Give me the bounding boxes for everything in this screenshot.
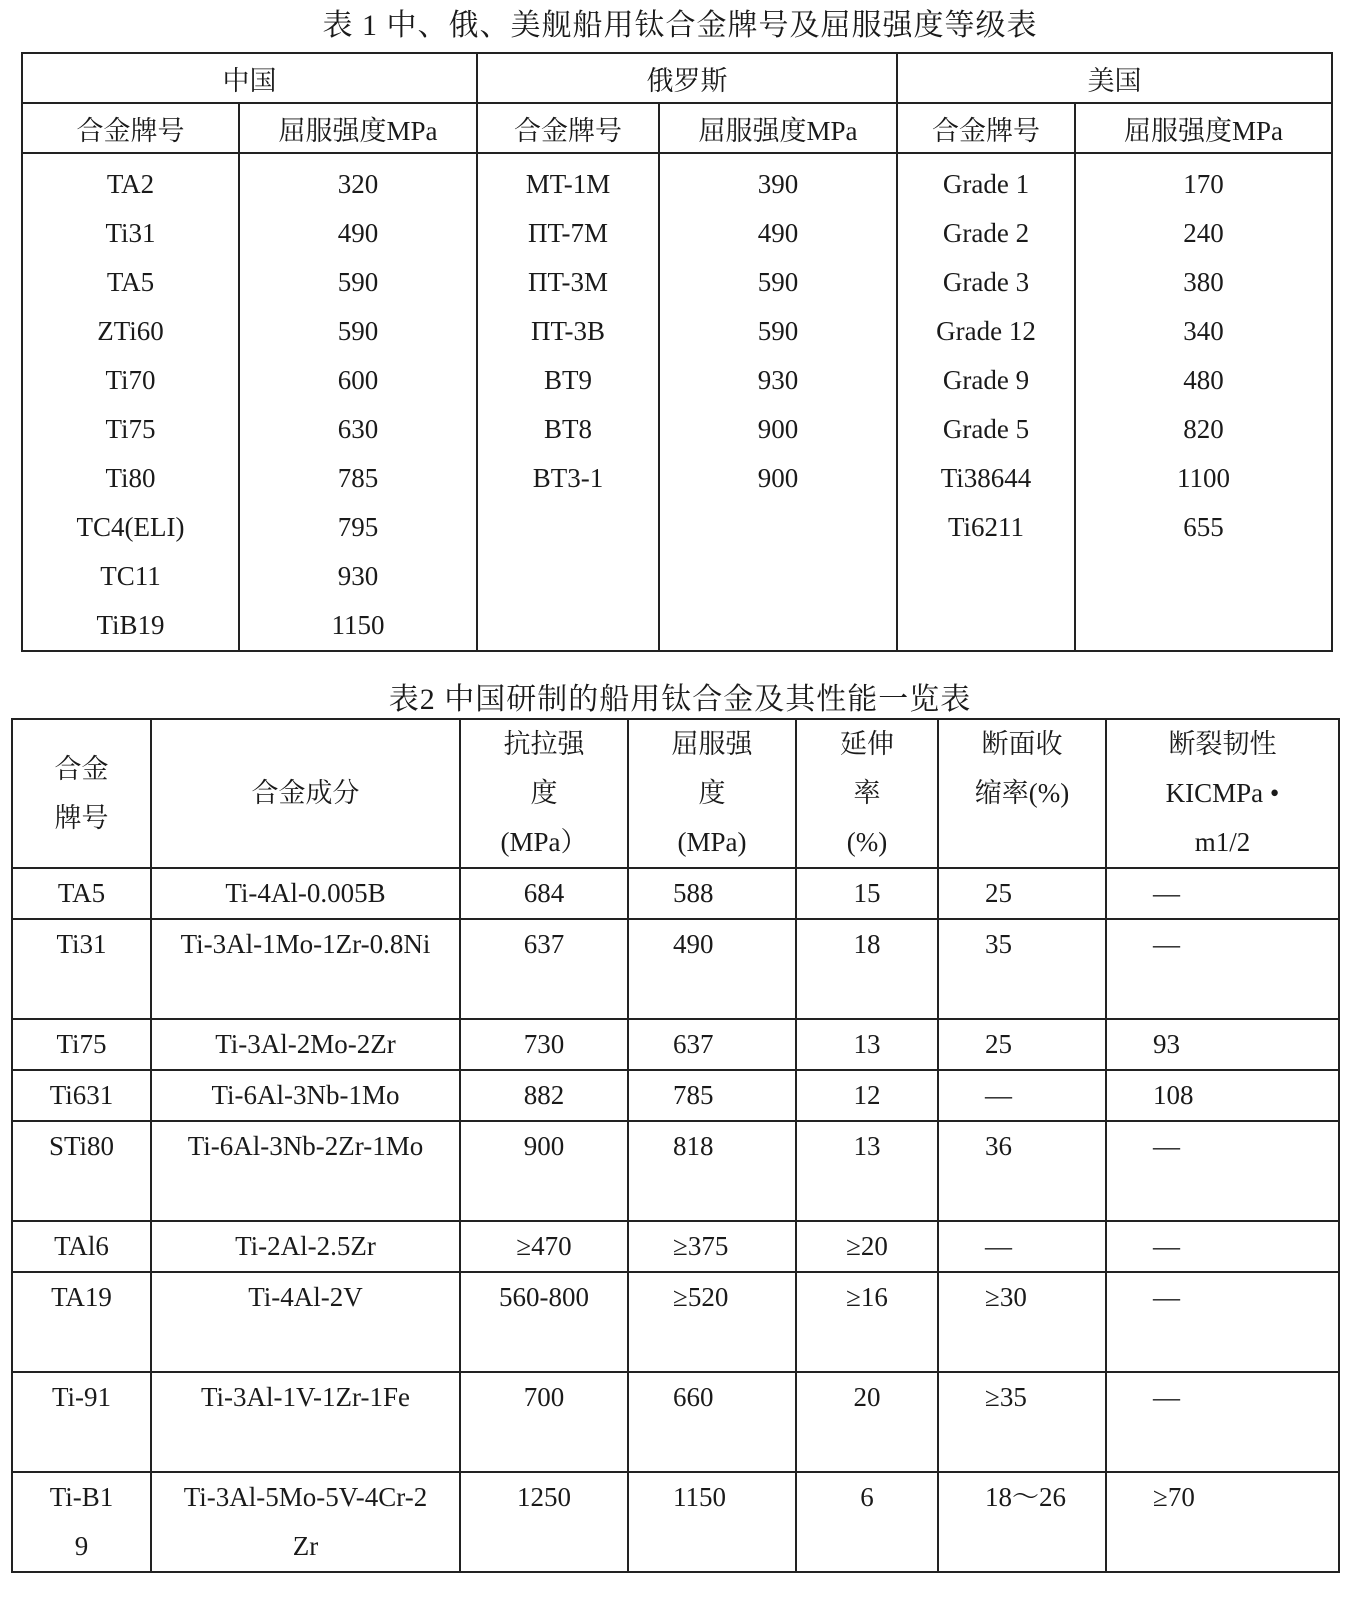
composition-value: Ti-4Al-0.005B [225,878,386,908]
reduction-value: 25 [985,1029,1012,1059]
yield-value-cell: 600 [337,365,379,395]
alloy-grade-cell: ΠT-7M [527,218,608,248]
yield-value-cell: 630 [337,414,379,444]
tensile-value: 730 [523,1029,565,1059]
header-line: 合金 [54,753,109,784]
alloy-value: Ti75 [56,1029,107,1059]
elongation-value: 6 [860,1482,874,1512]
alloy-grade-cell: BT8 [543,414,592,444]
toughness-cell [1106,1272,1339,1372]
reduction-cell [938,1019,1106,1070]
tensile-value: 1250 [517,1482,571,1512]
elongation-cell [796,919,938,1019]
composition-cell [151,1272,460,1372]
alloy-grade-cell: TC11 [100,561,161,591]
alloy-cell [12,1272,151,1372]
tensile-value: 882 [523,1080,565,1110]
alloy-grade-cell: ZTi60 [97,316,164,346]
alloy-grade-cell: Ti80 [105,463,156,493]
reduction-value: — [985,1231,1012,1261]
yield-value: 588 [673,878,714,908]
composition-cell [151,1221,460,1272]
alloy-value: TA19 [51,1282,112,1312]
yield-value-cell: 490 [757,218,799,248]
table-row [12,1221,1339,1272]
usa-alloy-list [897,153,1075,651]
alloy-grade-cell: Grade 9 [942,365,1030,395]
toughness-value: ≥70 [1153,1482,1195,1512]
yield-value: 637 [673,1029,714,1059]
alloy-cell [12,1372,151,1472]
alloy-value: Ti631 [49,1080,114,1110]
alloy-grade-cell: Grade 3 [942,267,1030,297]
russia-alloy-list [477,153,659,651]
header-composition: 合金成分 [151,719,460,868]
tensile-value: 560-800 [499,1282,589,1312]
toughness-value: — [1153,878,1180,908]
alloy-grade-cell: TA2 [106,169,155,199]
table-row [12,1070,1339,1121]
col-header-yield: 屈服强度MPa [239,103,477,153]
alloy-cell [12,1472,151,1572]
elongation-cell [796,1372,938,1472]
col-header-yield: 屈服强度MPa [1075,103,1332,153]
yield-value: ≥520 [673,1282,729,1312]
reduction-cell [938,868,1106,919]
yield-value-cell: 590 [337,267,379,297]
header-alloy [12,719,151,868]
composition-value: Ti-3Al-1V-1Zr-1Fe [201,1382,410,1412]
toughness-cell [1106,1221,1339,1272]
table2-alloy-properties [11,718,1340,1573]
yield-value-cell: 590 [757,267,799,297]
russia-yield-list [659,153,897,651]
toughness-cell [1106,1019,1339,1070]
table-row [12,1472,1339,1572]
table1-yield-strength [21,52,1333,652]
header-line: 率 [853,778,881,808]
alloy-grade-cell: Ti38644 [940,463,1032,493]
col-header-alloy: 合金牌号 [477,103,659,153]
table-row [12,868,1339,919]
header-reduction [938,719,1106,868]
yield-cell [628,1121,796,1221]
alloy-grade-cell: Grade 12 [936,316,1036,346]
table-row [12,1372,1339,1472]
elongation-value: ≥16 [846,1282,888,1312]
yield-value-cell: 1150 [331,610,385,640]
yield-cell [628,1221,796,1272]
elongation-cell [796,1472,938,1572]
alloy-grade-cell: Grade 2 [942,218,1030,248]
composition-cell [151,1472,460,1572]
elongation-cell [796,868,938,919]
toughness-value: — [1153,929,1180,959]
toughness-value: 93 [1153,1029,1180,1059]
composition-cell [151,868,460,919]
reduction-value: 25 [985,878,1012,908]
toughness-value: — [1153,1131,1180,1161]
reduction-value: ≥30 [985,1282,1027,1312]
country-header-russia: 俄罗斯 [477,53,897,103]
yield-value-cell: 930 [757,365,799,395]
tensile-value: 684 [523,878,565,908]
alloy-grade-cell: TA5 [106,267,155,297]
alloy-cell [12,919,151,1019]
toughness-value: — [1153,1231,1180,1261]
header-line: (MPa) [677,827,747,857]
elongation-value: ≥20 [846,1231,888,1261]
yield-value-cell: 900 [757,414,799,444]
col-header-alloy: 合金牌号 [22,103,239,153]
table-row [12,1121,1339,1221]
yield-value-cell: 590 [337,316,379,346]
reduction-value: — [985,1080,1012,1110]
reduction-value: ≥35 [985,1382,1027,1412]
tensile-cell [460,1221,628,1272]
elongation-value: 12 [853,1080,881,1110]
yield-value-cell: 820 [1183,414,1224,444]
alloy-grade-cell: Ti6211 [947,512,1025,542]
yield-cell [628,1372,796,1472]
alloy-cell [12,1221,151,1272]
toughness-cell [1106,1070,1339,1121]
header-line: 延伸 [840,729,894,759]
alloy-grade-cell: BT9 [543,365,592,395]
yield-cell [628,1272,796,1372]
composition-value: Ti-3Al-2Mo-2Zr [215,1029,396,1059]
composition-value: Ti-6Al-3Nb-1Mo [211,1080,400,1110]
toughness-value: — [1153,1282,1180,1312]
alloy-grade-cell: Grade 5 [942,414,1030,444]
yield-value-cell: 480 [1183,365,1224,395]
elongation-cell [796,1121,938,1221]
yield-cell [628,868,796,919]
yield-value-cell: 390 [757,169,799,199]
yield-cell [628,1070,796,1121]
alloy-grade-cell: TiB19 [96,610,165,640]
yield-value: 660 [673,1382,714,1412]
alloy-value: TAl6 [54,1231,109,1261]
alloy-grade-cell: Grade 1 [942,169,1030,199]
table-row [12,919,1339,1019]
header-line: 度 [530,778,558,808]
elongation-cell [796,1272,938,1372]
col-header-alloy: 合金牌号 [897,103,1075,153]
composition-cell [151,1121,460,1221]
header-line: 度 [698,778,726,808]
toughness-cell [1106,1372,1339,1472]
elongation-value: 13 [853,1029,881,1059]
alloy-value: Ti-91 [51,1382,112,1412]
tensile-value: ≥470 [516,1231,572,1261]
alloy-grade-cell: Ti75 [105,414,156,444]
table1-caption: 表 1 中、俄、美舰船用钛合金牌号及屈服强度等级表 [322,9,1038,42]
table-row [12,1019,1339,1070]
reduction-value: 36 [985,1131,1012,1161]
elongation-value: 13 [853,1131,881,1161]
elongation-cell [796,1221,938,1272]
header-line: 缩率(%) [974,778,1070,808]
toughness-cell [1106,1472,1339,1572]
alloy-cell [12,1070,151,1121]
tensile-value: 637 [523,929,565,959]
elongation-cell [796,1070,938,1121]
yield-value-cell: 785 [337,463,379,493]
usa-yield-list [1075,153,1332,651]
tensile-cell [460,1272,628,1372]
header-line: KICMPa • [1165,778,1280,808]
tensile-cell [460,868,628,919]
alloy-grade-cell: ΠT-3B [530,316,605,346]
toughness-value: — [1153,1382,1180,1412]
yield-cell [628,919,796,1019]
table2-caption: 表2 中国研制的船用钛合金及其性能一览表 [388,683,972,716]
tensile-value: 900 [523,1131,565,1161]
header-line: (%) [846,827,888,857]
alloy-value: Ti-B19 [49,1482,114,1561]
elongation-cell [796,1019,938,1070]
alloy-cell [12,1121,151,1221]
header-line: 断面收 [981,729,1063,759]
composition-value: Ti-2Al-2.5Zr [235,1231,376,1261]
header-line: 牌号 [54,802,109,833]
yield-value-cell: 170 [1183,169,1224,199]
elongation-value: 20 [853,1382,881,1412]
reduction-cell [938,1472,1106,1572]
header-line: (MPa） [500,827,588,857]
yield-value-cell: 380 [1183,267,1224,297]
col-header-yield: 屈服强度MPa [659,103,897,153]
tensile-cell [460,1121,628,1221]
yield-value-cell: 240 [1183,218,1224,248]
yield-value-cell: 490 [337,218,379,248]
reduction-cell [938,1121,1106,1221]
alloy-grade-cell: Ti70 [105,365,156,395]
alloy-cell [12,1019,151,1070]
reduction-value: 35 [985,929,1012,959]
yield-cell [628,1019,796,1070]
header-yield [628,719,796,868]
alloy-value: Ti31 [56,929,107,959]
toughness-cell [1106,868,1339,919]
elongation-value: 18 [853,929,881,959]
yield-value-cell: 320 [337,169,379,199]
yield-value-cell: 590 [757,316,799,346]
alloy-grade-cell: TC4(ELI) [76,512,185,542]
reduction-cell [938,1272,1106,1372]
alloy-grade-cell: MT-1M [525,169,611,199]
china-alloy-list [22,153,239,651]
alloy-grade-cell: BT3-1 [532,463,604,493]
toughness-cell [1106,919,1339,1019]
country-header-usa: 美国 [897,53,1332,103]
composition-value: Ti-6Al-3Nb-2Zr-1Mo [187,1131,424,1161]
yield-value-cell: 340 [1183,316,1224,346]
yield-value-cell: 1100 [1177,463,1230,493]
yield-value: 785 [673,1080,714,1110]
yield-value: 818 [673,1131,714,1161]
composition-value: Ti-3Al-1Mo-1Zr-0.8Ni [180,929,431,959]
reduction-cell [938,1221,1106,1272]
header-line: 断裂韧性 [1168,729,1277,759]
composition-cell [151,1070,460,1121]
reduction-cell [938,1372,1106,1472]
yield-value-cell: 900 [757,463,799,493]
tensile-cell [460,1372,628,1472]
toughness-value: 108 [1153,1080,1194,1110]
tensile-cell [460,1070,628,1121]
composition-value: Ti-4Al-2V [248,1282,363,1312]
tensile-value: 700 [523,1382,565,1412]
alloy-grade-cell: ΠT-3M [527,267,608,297]
yield-value-cell: 930 [337,561,379,591]
reduction-value: 18～26 [985,1482,1066,1512]
yield-cell [628,1472,796,1572]
header-toughness [1106,719,1339,868]
header-tensile [460,719,628,868]
reduction-cell [938,919,1106,1019]
alloy-grade-cell: Ti31 [105,218,156,248]
table-row [12,1272,1339,1372]
yield-value: ≥375 [673,1231,729,1261]
tensile-cell [460,1472,628,1572]
header-elongation [796,719,938,868]
yield-value: 1150 [673,1482,726,1512]
composition-cell [151,1019,460,1070]
composition-value: Ti-3Al-5Mo-5V-4Cr-2Zr [183,1482,428,1561]
alloy-cell [12,868,151,919]
country-header-china: 中国 [22,53,477,103]
yield-value-cell: 655 [1183,512,1224,542]
china-yield-list [239,153,477,651]
header-line: 抗拉强 [503,729,585,759]
composition-cell [151,919,460,1019]
composition-cell [151,1372,460,1472]
alloy-value: STi80 [48,1131,115,1161]
elongation-value: 15 [853,878,881,908]
header-line: m1/2 [1194,827,1251,857]
alloy-value: TA5 [57,878,106,908]
toughness-cell [1106,1121,1339,1221]
header-line: 屈服强 [671,729,753,759]
yield-value-cell: 795 [337,512,379,542]
yield-value: 490 [673,929,714,959]
tensile-cell [460,919,628,1019]
reduction-cell [938,1070,1106,1121]
tensile-cell [460,1019,628,1070]
